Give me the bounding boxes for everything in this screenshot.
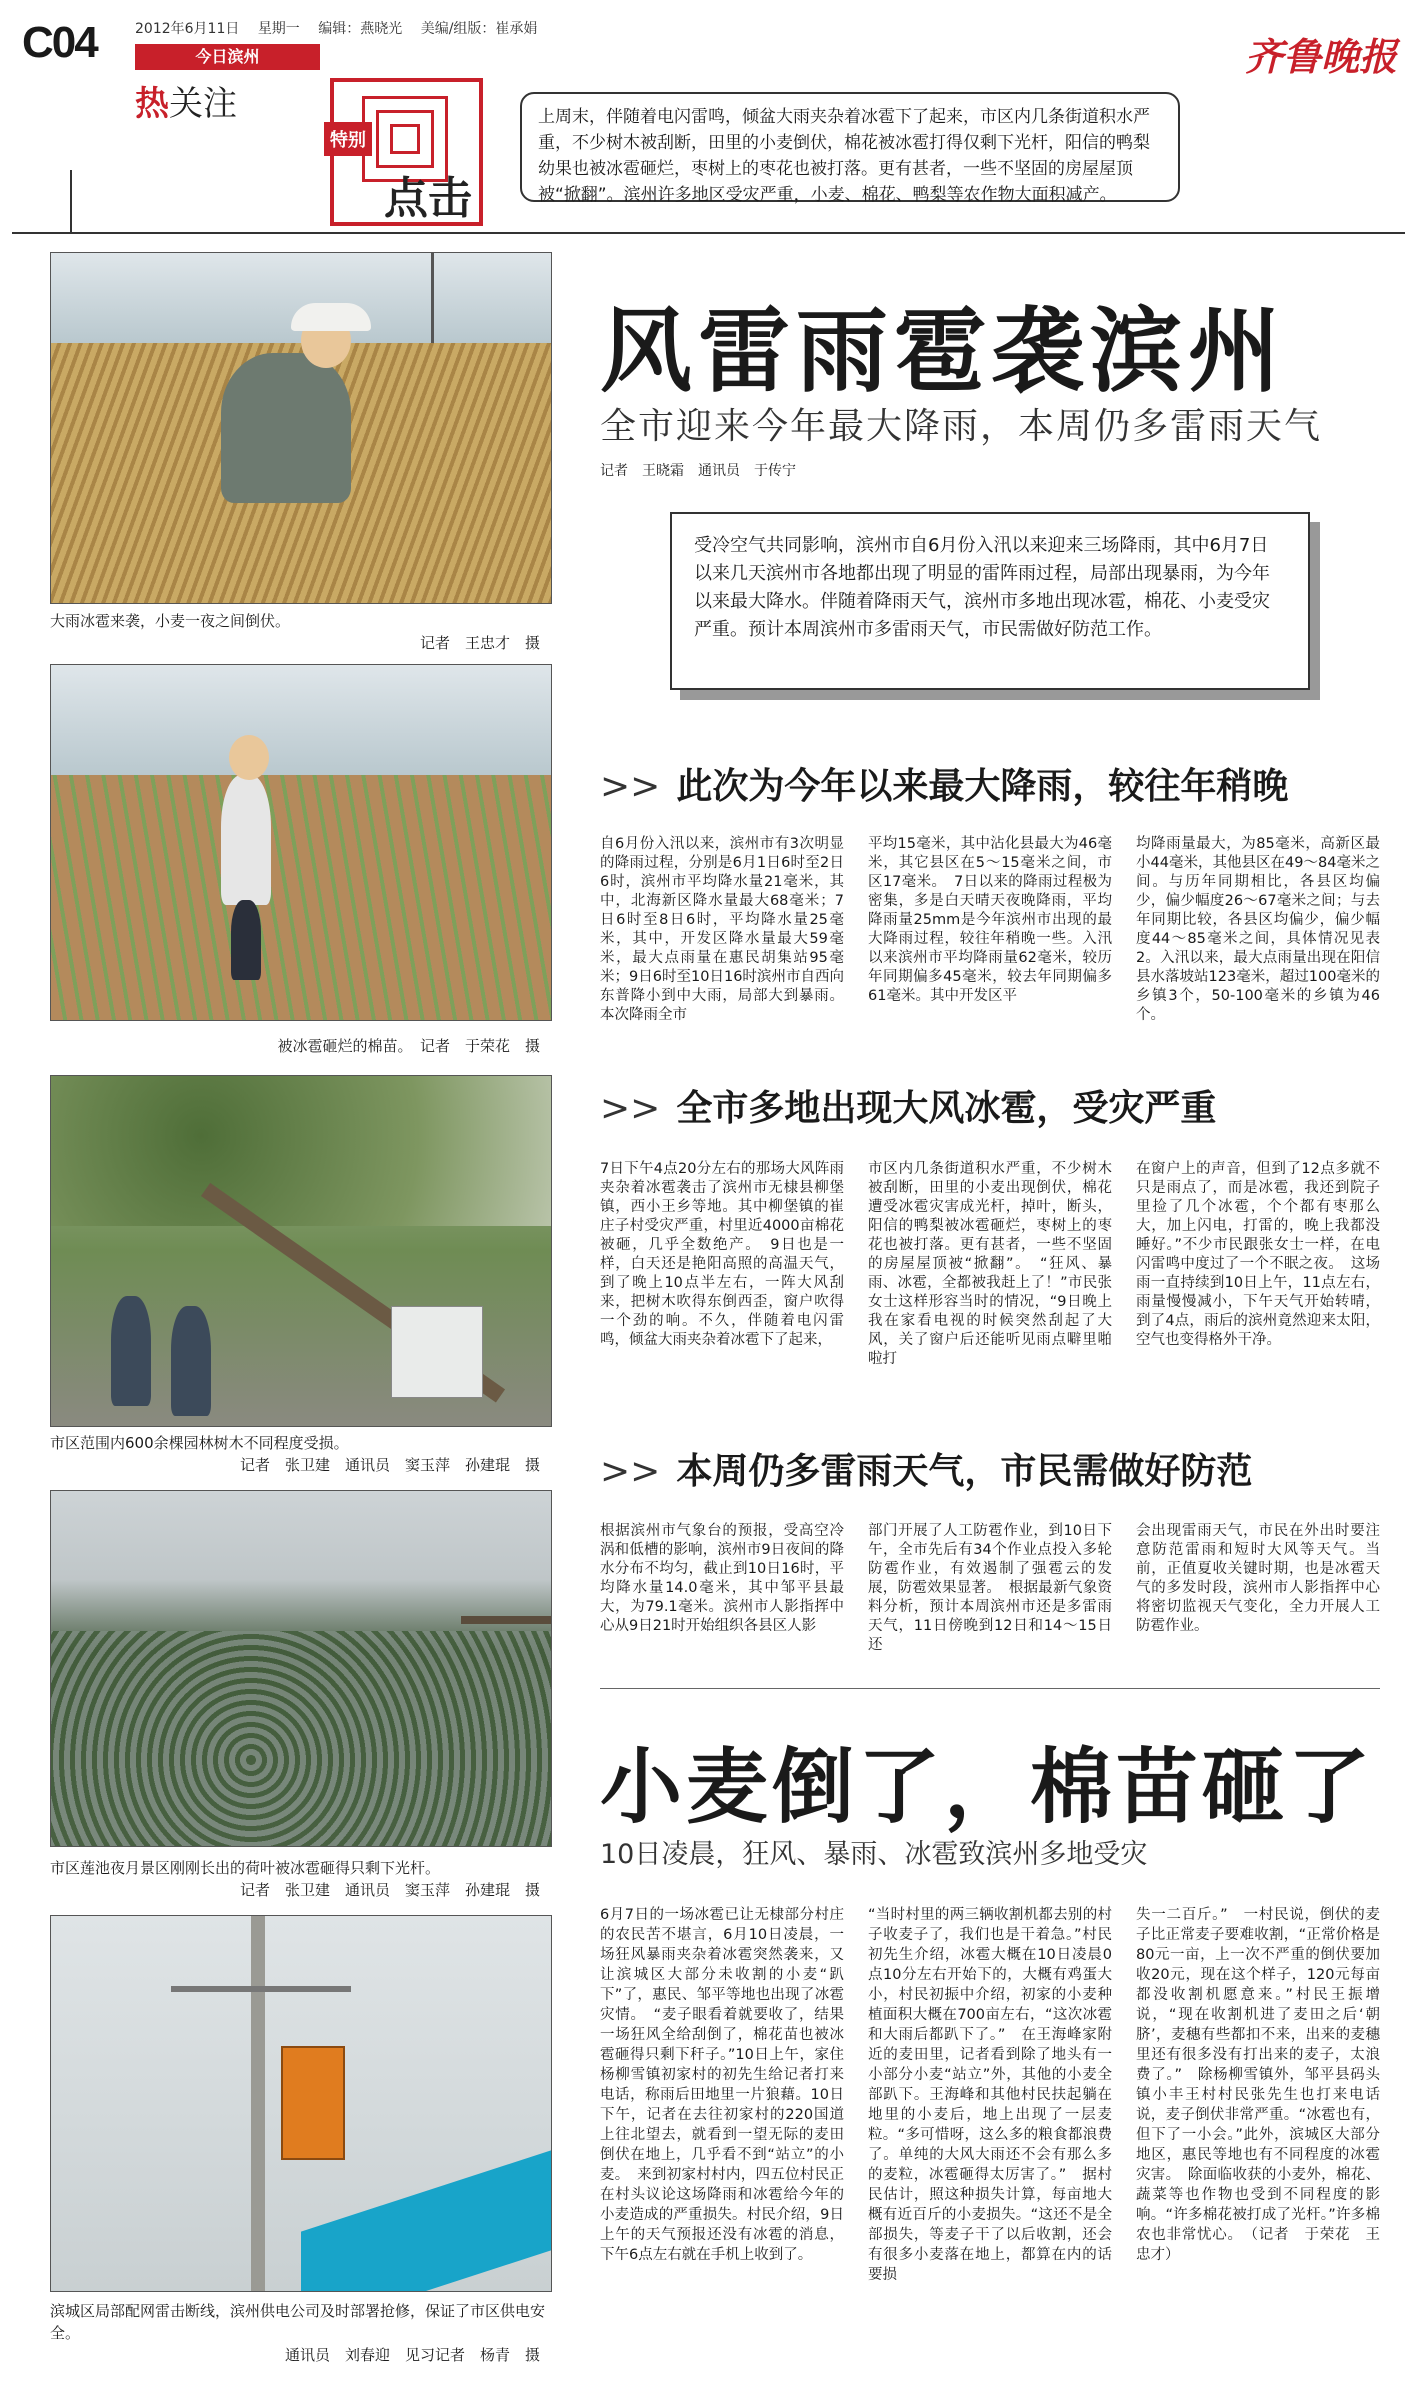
photo1-caption: 大雨冰雹来袭，小麦一夜之间倒伏。 记者 王忠才 摄 (50, 612, 540, 652)
issue-art: 美编/组版：崔承娟 (420, 21, 538, 37)
story2-col: 失一二百斤。” 一村民说，倒伏的麦子比正常麦子要难收割，“正常价格是80元一亩，上一次不严重的倒伏要加收20元，现在这个样子，120元每亩都没收割机愿意来。”村民王振增说，“现在收割机进了麦田之后‘朝脐’，麦穗有些都扣不来，出来的麦穗里还有很多没有打出来的麦子，太浪费了。” 除杨柳雪镇外，邹平县码头镇小丰王村村民张先生也打来电话说，麦子倒伏非常严重。“冰雹也有，但下了一小会。”此外，滨城区大部分地区，惠民等地也有不同程度的冰雹灾害。 除面临收获的小麦外，棉花、蔬菜等也作物也受到不同程度的影响。“许多棉花被打成了光杆。”许多棉农也非常忧心。 （记者 于荣花 王忠才） (1136, 1907, 1380, 2263)
photo5-caption: 滨城区局部配网雷击断线，滨州供电公司及时部署抢修，保证了市区供电安全。 通讯员 刘春迎 见习记者 杨青 摄 (50, 2302, 546, 2364)
photo-power-repair (50, 1915, 552, 2292)
section-1-col: 均降雨量最大，为85毫米，高新区最小44毫米，其他县区在49～84毫米之间。与历年同期相比，各县区均偏少，偏少幅度26～67毫米之间；与去年同期比较，各县区均偏少，偏少幅度44～85毫米之间，具体情况见表2。入汛以来，最大点雨量出现在阳信县水落坡站123毫米，超过100毫米的乡镇3个，50-100毫米的乡镇为46个。 (1136, 836, 1380, 1023)
section-2-col: 市区内几条街道积水严重，不少树木被刮断，田里的小麦出现倒伏，棉花遭受冰雹灾害成光杆，掉叶，断头，阳信的鸭梨被冰雹砸烂，枣树上的枣花也被打落。更有甚者，一些不坚固的房屋屋顶被“掀翻”。 “狂风、暴雨、冰雹，全都被我赶上了！”市民张女士这样形容当时的情况，“9日晚上我在家看电视的时候突然刮起了大风，关了窗户后还能听见雨点噼里啪啦打 (868, 1161, 1112, 1367)
photo-wheat-farmer (50, 252, 552, 604)
left-vline (70, 170, 72, 232)
lead-box: 受冷空气共同影响，滨州市自6月份入汛以来迎来三场降雨，其中6月7日以来几天滨州市各地都出现了明显的雷阵雨过程，局部出现暴雨，为今年以来最大降水。伴随着降雨天气，滨州市多地出现冰雹，棉花、小麦受灾严重。预计本周滨州市多雷雨天气，市民需做好防范工作。 (670, 512, 1310, 690)
photo2-caption: 被冰雹砸烂的棉苗。 记者 于荣花 摄 (277, 1037, 540, 1055)
section-3-col: 会出现雷雨天气，市民在外出时要注意防范雷雨和短时大风等天气。当前，正值夏收关键时期，也是冰雹天气的多发时段，滨州市人影指挥中心将密切监视天气变化，全力开展人工防雹作业。 (1136, 1523, 1380, 1634)
section-2-body (600, 1160, 1380, 1369)
photo4-caption: 市区莲池夜月景区刚刚长出的荷叶被冰雹砸得只剩下光杆。 记者 张卫建 通讯员 窦玉萍 孙建琨 摄 (50, 1859, 540, 1899)
issue-date: 2012年6月11日 (135, 21, 240, 37)
section-3-col: 部门开展了人工防雹作业，到10日下午，全市先后有34个作业点投入多轮防雹作业，有效遏制了强雹云的发展，防雹效果显著。 根据最新气象资料分析，预计本周滨州市还是多雷雨天气，11日傍晚到12日和14～15日还 (868, 1523, 1112, 1653)
section-2-col: 在窗户上的声音，但到了12点多就不只是雨点了，而是冰雹，我还到院子里捡了几个冰雹，个个都有枣那么大，加上闪电，打雷的，晚上我都没睡好。”不少市民跟张女士一样，在电闪雷鸣中度过了一个不眠之夜。 这场雨一直持续到10日上午，11点左右，雨量慢慢减小，下午天气开始转晴，到了4点，雨后的滨州竟然迎来太阳，空气也变得格外干净。 (1136, 1161, 1380, 1348)
special-intro: 上周末，伴随着电闪雷鸣，倾盆大雨夹杂着冰雹下了起来，市区内几条街道积水严重，不少树木被刮断，田里的小麦倒伏，棉花被冰雹打得仅剩下光杆，阳信的鸭梨幼果也被冰雹砸烂，枣树上的枣花也被打落。更有甚者，一些不坚固的房屋屋顶被“掀翻”。滨州许多地区受灾严重，小麦、棉花、鸭梨等农作物大面积减产。 (520, 92, 1180, 202)
issue-weekday: 星期一 (257, 21, 300, 37)
special-click-badge (330, 78, 483, 226)
section-1-col: 平均15毫米，其中沾化县最大为46毫米，其它县区在5～15毫米之间，市区17毫米。 7日以来的降雨过程极为密集，多是白天晴天夜晚降雨，平均降雨量25mm是今年滨州市出现的最大降雨过程，较往年稍晚一些。入汛以来滨州市平均降雨量62毫米，较历年同期偏多45毫米，较去年同期偏多61毫米。其中开发区平 (868, 836, 1112, 1004)
section-3-body (600, 1522, 1380, 1655)
section-heading-1: >> 此次为今年以来最大降雨，较往年稍晚 (600, 766, 1289, 807)
subheadline-second: 10日凌晨，狂风、暴雨、冰雹致滨州多地受灾 (600, 1839, 1148, 1870)
special-big-text: 点击 (384, 173, 472, 224)
section-heading-3: >> 本周仍多雷雨天气，市民需做好防范 (600, 1451, 1253, 1492)
section-1-col: 自6月份入汛以来，滨州市有3次明显的降雨过程，分别是6月1日6时至2日6时，滨州市平均降水量21毫米，其中，北海新区降水量最大68毫米；7日6时至8日6时，平均降水量25毫米，其中，开发区降水量最大59毫米，最大点雨量在惠民胡集站95毫米；9日6时至10日16时滨州市自西向东普降小到中大雨，局部大到暴雨。本次降雨全市 (600, 836, 844, 1023)
issue-meta (135, 18, 551, 38)
hot-focus-label: 热关注 (135, 84, 237, 124)
story2-col: 6月7日的一场冰雹已让无棣部分村庄的农民苦不堪言，6月10日凌晨，一场狂风暴雨夹杂着冰雹突然袭来，又让滨城区大部分未收割的小麦“趴下”了，惠民、邹平等地也出现了冰雹灾情。 “麦子眼看着就要收了，结果一场狂风全给刮倒了，棉花苗也被冰雹砸得只剩下秆子。”10日上午，家住杨柳雪镇初家村的初先生给记者打来电话，称雨后田地里一片狼藉。10日下午，记者在去往初家村的220国道上往北望去，就看到一望无际的麦田倒伏在地上，几乎看不到“站立”的小麦。 来到初家村村内，四五位村民正在村头议论这场降雨和冰雹给今年的小麦造成的严重损失。村民介绍，9日上午的天气预报还没有冰雹的消息，下午6点左右就在手机上收到了。 (600, 1907, 844, 2263)
byline-main: 记者 王晓霜 通讯员 于传宁 (600, 463, 796, 479)
section-tag: 今日滨州 (135, 44, 320, 70)
photo-lotus-pond (50, 1490, 552, 1847)
story2-body (600, 1905, 1380, 2285)
subheadline-main: 全市迎来今年最大降雨，本周仍多雷雨天气 (600, 406, 1323, 447)
story2-col: “当时村里的两三辆收割机都去别的村子收麦子了，我们也是干着急。”村民初先生介绍，冰雹大概在10日凌晨0点10分左右开始下的，大概有鸡蛋大小，村民初振中介绍，初家的小麦种植面积大概在700亩左右，“这次冰雹和大雨后都趴下了。” 在王海峰家附近的麦田里，记者看到除了地头有一小部分小麦“站立”外，其他的小麦全部趴下。王海峰和其他村民扶起躺在地里的小麦后，地上出现了一层麦粒。“多可惜呀，这么多的粮食都浪费了。单纯的大风大雨还不会有那么多的麦粒，冰雹砸得太厉害了。” 据村民估计，照这种损失计算，每亩地大概有近百斤的小麦损失。“这还不是全部损失，等麦子干了以后收割，还会有很多小麦落在地上，都算在内的话要损 (868, 1907, 1112, 2283)
page-number: C04 (22, 18, 97, 67)
section-heading-2: >> 全市多地出现大风冰雹，受灾严重 (600, 1088, 1217, 1129)
story-divider (600, 1688, 1380, 1689)
section-2-col: 7日下午4点20分左右的那场大风阵雨夹杂着冰雹袭击了滨州市无棣县柳堡镇，西小王乡等地。其中柳堡镇的崔庄子村受灾严重，村里近4000亩棉花被砸，几乎全数绝产。 9日也是一样，白天还是艳阳高照的高温天气，到了晚上10点半左右，一阵大风刮来，把树木吹得东倒西歪，窗户吹得一个劲的响。不久，伴随着电闪雷鸣，倾盆大雨夹杂着冰雹下了起来， (600, 1161, 844, 1348)
issue-editor: 编辑：燕晓光 (318, 21, 403, 37)
special-label: 特别 (324, 122, 372, 156)
headline-second: 小麦倒了，棉苗砸了 (600, 1740, 1375, 1835)
headline-main: 风雷雨雹袭滨州 (600, 298, 1287, 405)
newspaper-logo: 齐鲁晚报 (1244, 34, 1397, 79)
section-3-col: 根据滨州市气象台的预报，受高空冷涡和低槽的影响，滨州市9日夜间的降水分布不均匀，截止到10日16时，平均降水量14.0毫米，其中邹平县最大，为79.1毫米。滨州市人影指挥中心从9日21时开始组织各县区人影 (600, 1523, 844, 1634)
top-divider (12, 232, 1405, 234)
section-1-body (600, 835, 1380, 1025)
photo-fallen-tree (50, 1075, 552, 1427)
photo-cotton-field (50, 664, 552, 1021)
photo3-caption: 市区范围内600余棵园林树木不同程度受损。 记者 张卫建 通讯员 窦玉萍 孙建琨 摄 (50, 1434, 540, 1474)
